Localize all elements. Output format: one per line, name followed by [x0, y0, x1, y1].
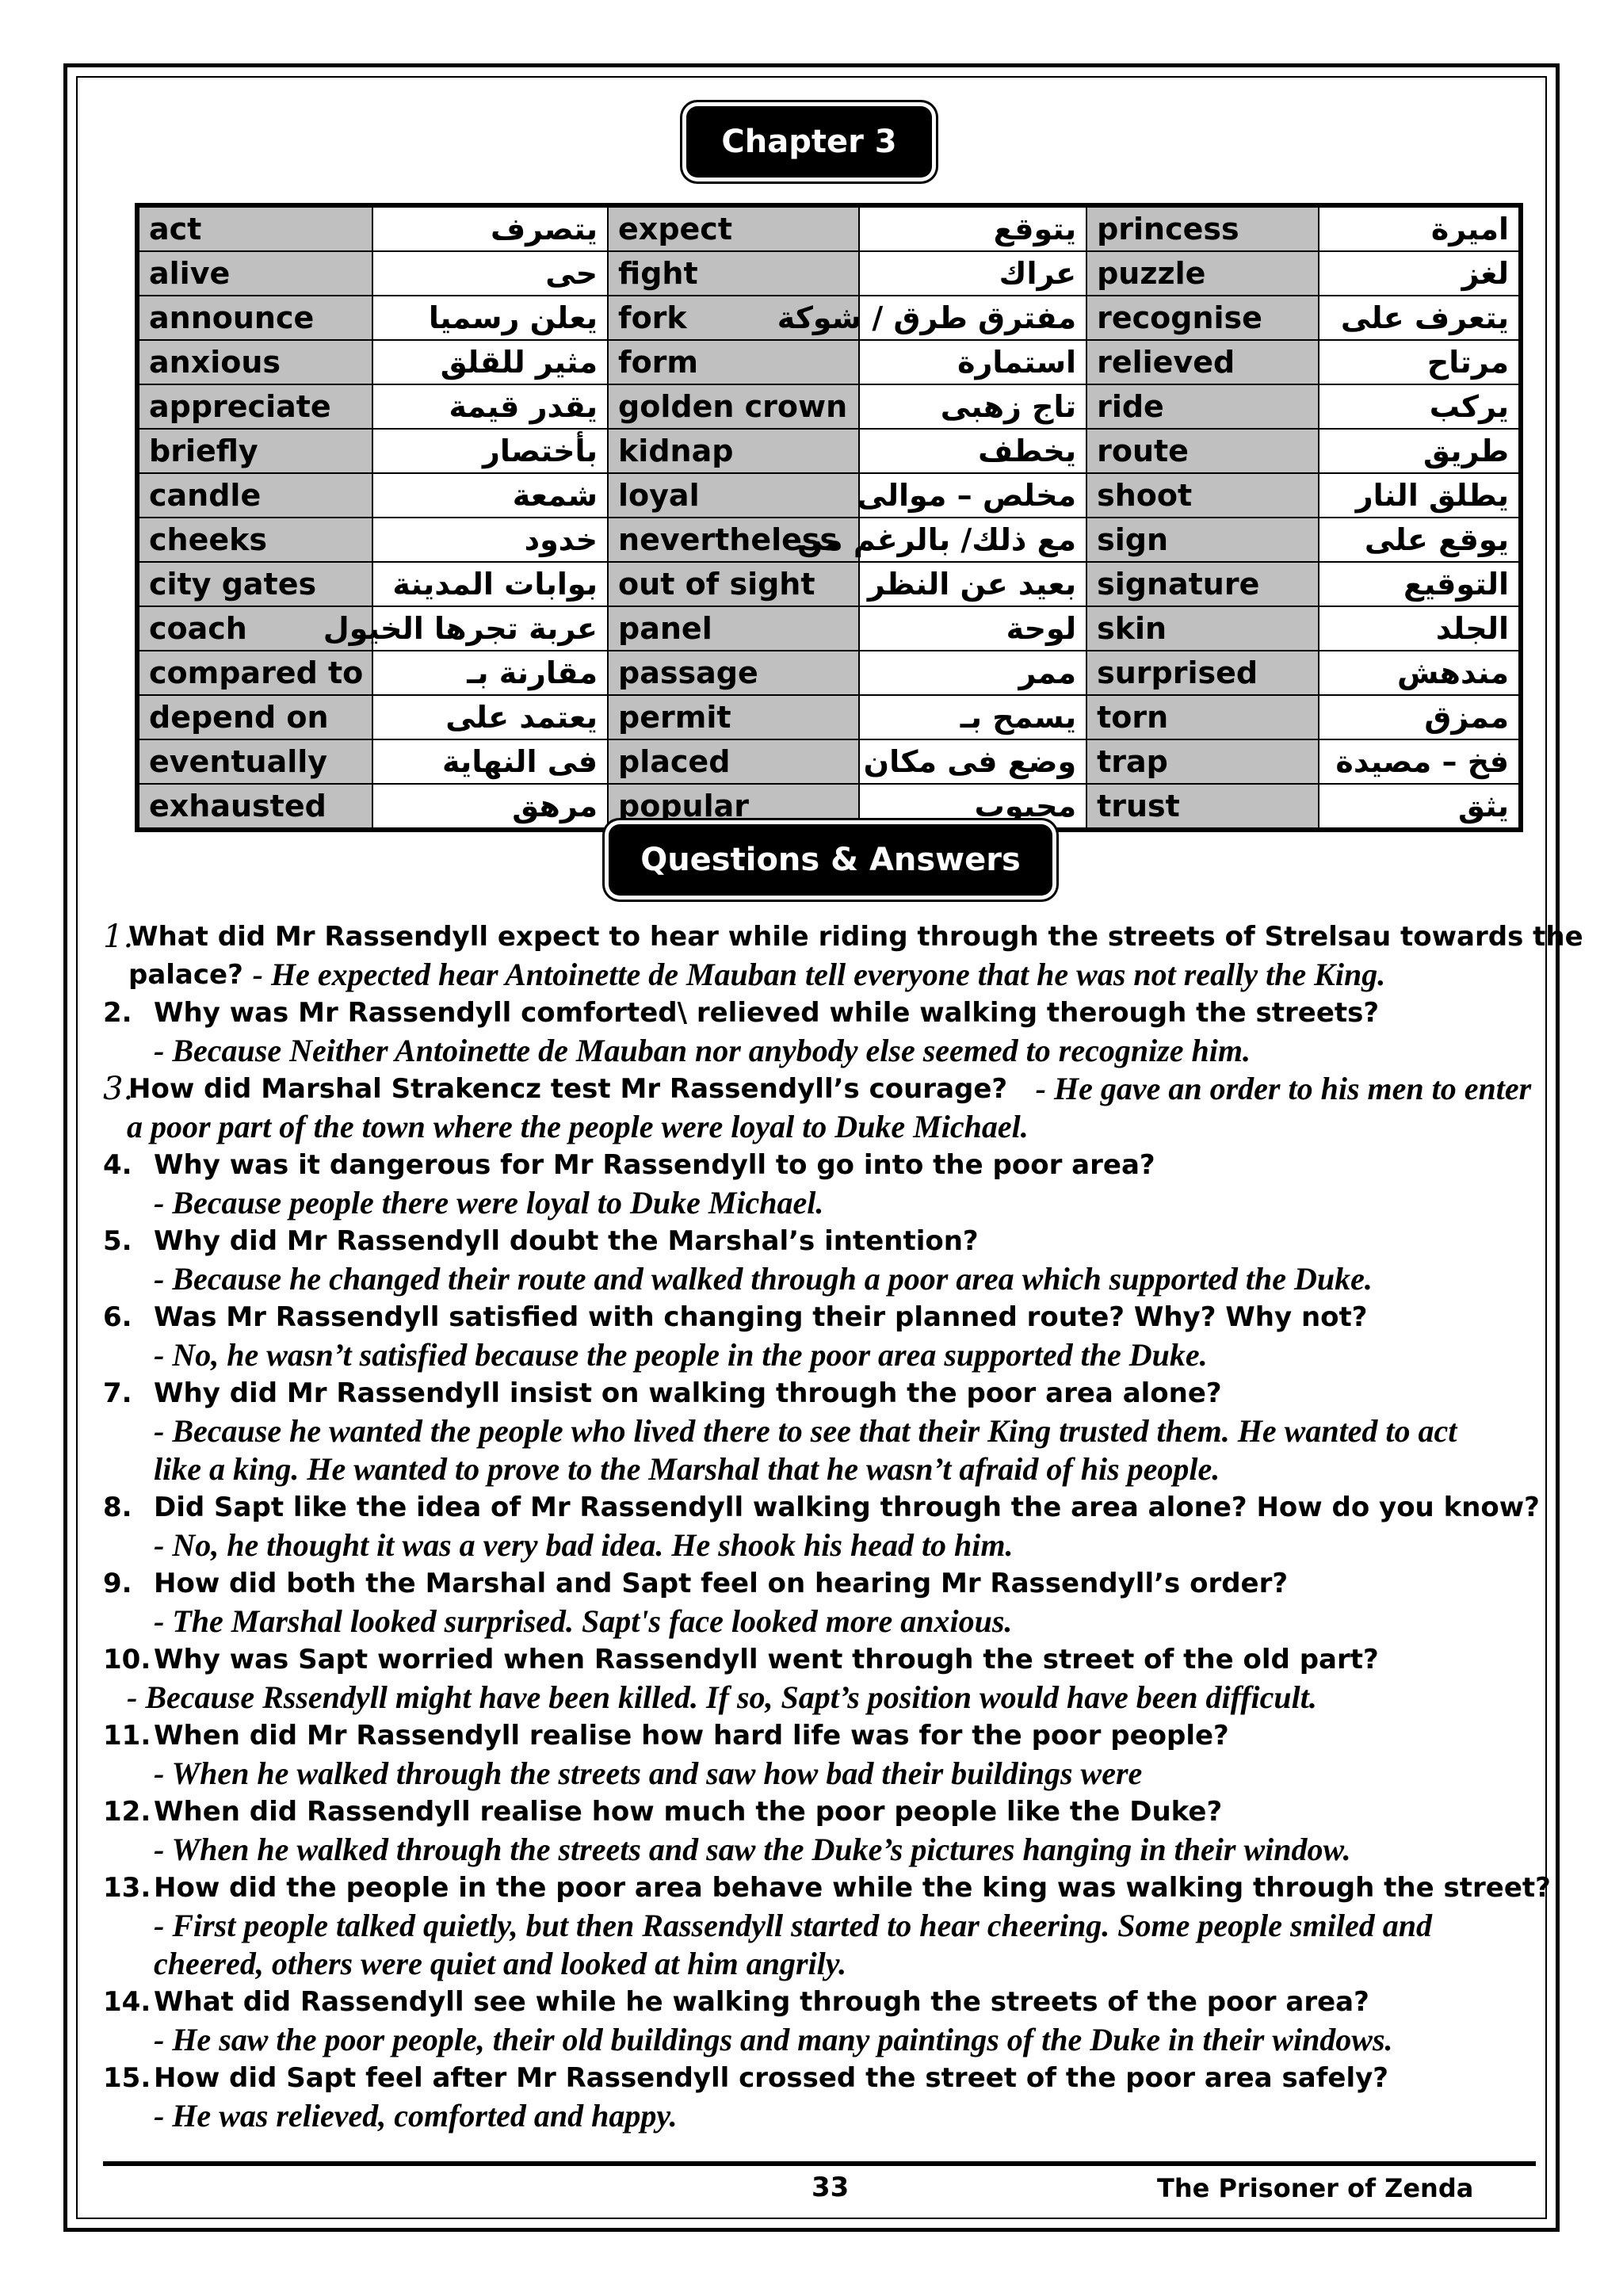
- vocab-translation: يخطف: [859, 429, 1086, 473]
- vocab-word: route: [1086, 429, 1319, 473]
- answer-text: - He was relieved, comforted and happy.: [154, 2098, 678, 2134]
- qa-item-12: [103, 1793, 1553, 1869]
- vocab-row: [137, 651, 1521, 695]
- vocab-translation: الجلد: [1319, 606, 1521, 651]
- question-text: When did Mr Rassendyll realise how hard life was for the poor people?: [154, 1720, 1229, 1752]
- vocab-translation: شمعة: [372, 473, 608, 518]
- vocab-translation: مع ذلك/ بالرغم من: [859, 518, 1086, 562]
- vocab-translation: لغز: [1319, 251, 1521, 296]
- vocab-translation: يركب: [1319, 384, 1521, 429]
- vocab-word: trap: [1086, 739, 1319, 784]
- vocab-row: [137, 784, 1521, 830]
- vocab-translation: يثق: [1319, 784, 1521, 830]
- answer-text: - He gave an order to his men to enter: [1035, 1071, 1532, 1106]
- vocab-translation: يتصرف: [372, 205, 608, 251]
- vocab-translation: وضع فى مكان: [859, 739, 1086, 784]
- vocab-translation: يقدر قيمة: [372, 384, 608, 429]
- vocab-translation: يعلن رسميا: [372, 296, 608, 340]
- vocab-row: [137, 429, 1521, 473]
- vocab-translation: مرتاح: [1319, 340, 1521, 384]
- vocab-word: signature: [1086, 562, 1319, 606]
- vocab-row: [137, 518, 1521, 562]
- answer-text: - Because he changed their route and walked through a poor area which supported the Duke.: [154, 1261, 1373, 1297]
- vocab-word: shoot: [1086, 473, 1319, 518]
- vocab-translation: طريق: [1319, 429, 1521, 473]
- vocab-word: puzzle: [1086, 251, 1319, 296]
- vocab-row: [137, 562, 1521, 606]
- vocab-word: trust: [1086, 784, 1319, 830]
- vocab-translation: مثير للقلق: [372, 340, 608, 384]
- vocab-word: announce: [137, 296, 372, 340]
- vocab-translation: مخلص – موالى: [859, 473, 1086, 518]
- vocab-translation: يسمح بـ: [859, 695, 1086, 739]
- vocab-word: cheeks: [137, 518, 372, 562]
- vocab-word: torn: [1086, 695, 1319, 739]
- vocab-translation: فى النهاية: [372, 739, 608, 784]
- question-text: How did Sapt feel after Mr Rassendyll crossed the street of the poor area safely?: [154, 2062, 1389, 2094]
- vocab-translation: ممر: [859, 651, 1086, 695]
- question-number: 1.: [103, 919, 134, 955]
- vocab-translation: يطلق النار: [1319, 473, 1521, 518]
- question-text: palace?: [128, 959, 243, 991]
- qa-item-5: [103, 1222, 1553, 1298]
- question-number: 10.: [103, 1644, 151, 1675]
- qa-item-14: [103, 1983, 1553, 2059]
- answer-text: - The Marshal looked surprised. Sapt's face looked more anxious.: [154, 1603, 1013, 1639]
- question-text: Why was Mr Rassendyll comforted\ relieved while walking therough the streets?: [154, 997, 1380, 1029]
- question-number: 12.: [103, 1796, 151, 1828]
- vocab-translation: لوحة: [859, 606, 1086, 651]
- vocab-word: panel: [608, 606, 859, 651]
- vocab-row: [137, 473, 1521, 518]
- page-number: 33: [812, 2172, 850, 2203]
- question-number: 5.: [103, 1225, 132, 1257]
- vocab-translation: تاج زهبى: [859, 384, 1086, 429]
- vocab-word: kidnap: [608, 429, 859, 473]
- vocab-word: out of sight: [608, 562, 859, 606]
- question-number: 4.: [103, 1149, 132, 1181]
- vocab-row: [137, 739, 1521, 784]
- answer-text: cheered, others were quiet and looked at him angrily.: [154, 1946, 847, 1981]
- footer-divider: [103, 2161, 1536, 2166]
- vocab-word: alive: [137, 251, 372, 296]
- vocab-word: compared to: [137, 651, 372, 695]
- answer-text: - Because Neither Antoinette de Mauban nor anybody else seemed to recognize him.: [154, 1033, 1251, 1068]
- vocab-word: skin: [1086, 606, 1319, 651]
- vocab-word: coach: [137, 606, 372, 651]
- answer-text: - First people talked quietly, but then Rassendyll started to hear cheering. Some people smiled and: [154, 1908, 1432, 1943]
- vocab-word: depend on: [137, 695, 372, 739]
- question-number: 2.: [103, 997, 132, 1029]
- vocab-word: recognise: [1086, 296, 1319, 340]
- vocab-translation: مقارنة بـ: [372, 651, 608, 695]
- answer-text: - When he walked through the streets and saw the Duke’s pictures hanging in their window.: [154, 1832, 1351, 1867]
- vocab-word: candle: [137, 473, 372, 518]
- question-text: How did Marshal Strakencz test Mr Rassendyll’s courage?: [128, 1073, 1008, 1105]
- vocab-row: [137, 205, 1521, 251]
- question-text: What did Mr Rassendyll expect to hear while riding through the streets of Strelsau towards the: [128, 921, 1583, 953]
- vocab-word: nevertheless: [608, 518, 859, 562]
- question-text: When did Rassendyll realise how much the poor people like the Duke?: [154, 1796, 1223, 1828]
- answer-text: - Because people there were loyal to Duke Michael.: [154, 1185, 824, 1221]
- vocab-word: form: [608, 340, 859, 384]
- qa-item-3: [103, 1070, 1553, 1146]
- vocab-translation: حى: [372, 251, 608, 296]
- answer-text: - He expected hear Antoinette de Mauban tell everyone that he was not really the King.: [252, 957, 1386, 992]
- vocab-word: fork: [608, 296, 859, 340]
- answer-text: - Because Rssendyll might have been killed. If so, Sapt’s position would have been difficult.: [127, 1679, 1317, 1715]
- question-text: Why did Mr Rassendyll insist on walking through the poor area alone?: [154, 1377, 1222, 1409]
- answer-text: - No, he thought it was a very bad idea. He shook his head to him.: [154, 1527, 1014, 1563]
- question-number: 15.: [103, 2062, 151, 2094]
- vocab-translation: عربة تجرها الخيول: [372, 606, 608, 651]
- vocab-translation: يتعرف على: [1319, 296, 1521, 340]
- vocab-word: passage: [608, 651, 859, 695]
- vocab-translation: يتوقع: [859, 205, 1086, 251]
- qa-item-1: [103, 918, 1583, 994]
- question-text: Why did Mr Rassendyll doubt the Marshal’s intention?: [154, 1225, 979, 1257]
- vocabulary-table: [135, 203, 1523, 832]
- question-text: Why was Sapt worried when Rassendyll went through the street of the old part?: [154, 1644, 1379, 1675]
- qa-item-13: [103, 1869, 1553, 1983]
- qa-item-11: [103, 1717, 1553, 1793]
- qa-item-2: [103, 994, 1553, 1070]
- question-text: Why was it dangerous for Mr Rassendyll to go into the poor area?: [154, 1149, 1155, 1181]
- qa-item-8: [103, 1488, 1553, 1564]
- qa-item-7: [103, 1374, 1553, 1488]
- vocab-word: expect: [608, 205, 859, 251]
- vocab-word: act: [137, 205, 372, 251]
- qa-item-4: [103, 1146, 1553, 1222]
- vocab-translation: بوابات المدينة: [372, 562, 608, 606]
- question-number: 14.: [103, 1986, 151, 2018]
- chapter-title: Chapter 3: [686, 106, 932, 178]
- answer-text: - No, he wasn’t satisfied because the people in the poor area supported the Duke.: [154, 1337, 1208, 1373]
- vocab-word: exhausted: [137, 784, 372, 830]
- vocab-row: [137, 695, 1521, 739]
- vocab-translation: بأختصار: [372, 429, 608, 473]
- vocab-word: appreciate: [137, 384, 372, 429]
- vocab-translation: اميرة: [1319, 205, 1521, 251]
- vocab-row: [137, 296, 1521, 340]
- vocab-word: permit: [608, 695, 859, 739]
- vocab-translation: مندهش: [1319, 651, 1521, 695]
- vocab-word: city gates: [137, 562, 372, 606]
- vocab-translation: يوقع على: [1319, 518, 1521, 562]
- question-number: 8.: [103, 1492, 132, 1523]
- question-number: 9.: [103, 1568, 132, 1599]
- vocab-translation: خدود: [372, 518, 608, 562]
- vocab-word: golden crown: [608, 384, 859, 429]
- vocab-word: eventually: [137, 739, 372, 784]
- qa-item-10: [103, 1641, 1553, 1717]
- vocab-row: [137, 606, 1521, 651]
- vocab-word: princess: [1086, 205, 1319, 251]
- question-number: 3.: [103, 1071, 134, 1107]
- vocab-word: sign: [1086, 518, 1319, 562]
- vocab-translation: مفترق طرق / شوكة: [859, 296, 1086, 340]
- question-text: How did both the Marshal and Sapt feel on hearing Mr Rassendyll’s order?: [154, 1568, 1289, 1599]
- vocab-word: relieved: [1086, 340, 1319, 384]
- vocab-translation: استمارة: [859, 340, 1086, 384]
- vocab-translation: عراك: [859, 251, 1086, 296]
- vocab-row: [137, 340, 1521, 384]
- book-title: The Prisoner of Zenda: [1157, 2173, 1474, 2203]
- question-number: 6.: [103, 1301, 132, 1333]
- answer-text: - When he walked through the streets and saw how bad their buildings were: [154, 1755, 1143, 1791]
- qa-item-6: [103, 1298, 1553, 1374]
- answer-text: like a king. He wanted to prove to the Marshal that he wasn’t afraid of his people.: [154, 1451, 1220, 1487]
- qa-item-15: [103, 2059, 1553, 2135]
- vocab-translation: التوقيع: [1319, 562, 1521, 606]
- vocab-word: anxious: [137, 340, 372, 384]
- vocab-word: briefly: [137, 429, 372, 473]
- answer-text: - He saw the poor people, their old buildings and many paintings of the Duke in their windows.: [154, 2022, 1393, 2057]
- question-number: 13.: [103, 1872, 151, 1904]
- question-number: 7.: [103, 1377, 132, 1409]
- question-text: How did the people in the poor area behave while the king was walking through the street?: [154, 1872, 1551, 1904]
- questions-list: [103, 918, 1583, 2135]
- vocab-translation: ممزق: [1319, 695, 1521, 739]
- answer-text: - Because he wanted the people who lived there to see that their King trusted them. He wanted to act: [154, 1413, 1457, 1449]
- questions-answers-title: Questions & Answers: [609, 824, 1052, 896]
- vocab-word: ride: [1086, 384, 1319, 429]
- answer-text: a poor part of the town where the people were loyal to Duke Michael.: [127, 1109, 1029, 1144]
- question-number: 11.: [103, 1720, 151, 1752]
- vocab-translation: مرهق: [372, 784, 608, 830]
- vocab-row: [137, 251, 1521, 296]
- question-text: Did Sapt like the idea of Mr Rassendyll walking through the area alone? How do you know?: [154, 1492, 1540, 1523]
- vocab-word: popular: [608, 784, 859, 830]
- vocab-translation: محبوب: [859, 784, 1086, 830]
- vocab-word: surprised: [1086, 651, 1319, 695]
- qa-item-9: [103, 1564, 1553, 1641]
- vocab-translation: يعتمد على: [372, 695, 608, 739]
- vocab-word: loyal: [608, 473, 859, 518]
- vocab-word: placed: [608, 739, 859, 784]
- vocab-translation: فخ – مصيدة: [1319, 739, 1521, 784]
- vocab-row: [137, 384, 1521, 429]
- question-text: Was Mr Rassendyll satisfied with changing their planned route? Why? Why not?: [154, 1301, 1368, 1333]
- vocab-translation: بعيد عن النظر: [859, 562, 1086, 606]
- vocab-word: fight: [608, 251, 859, 296]
- question-text: What did Rassendyll see while he walking through the streets of the poor area?: [154, 1986, 1369, 2018]
